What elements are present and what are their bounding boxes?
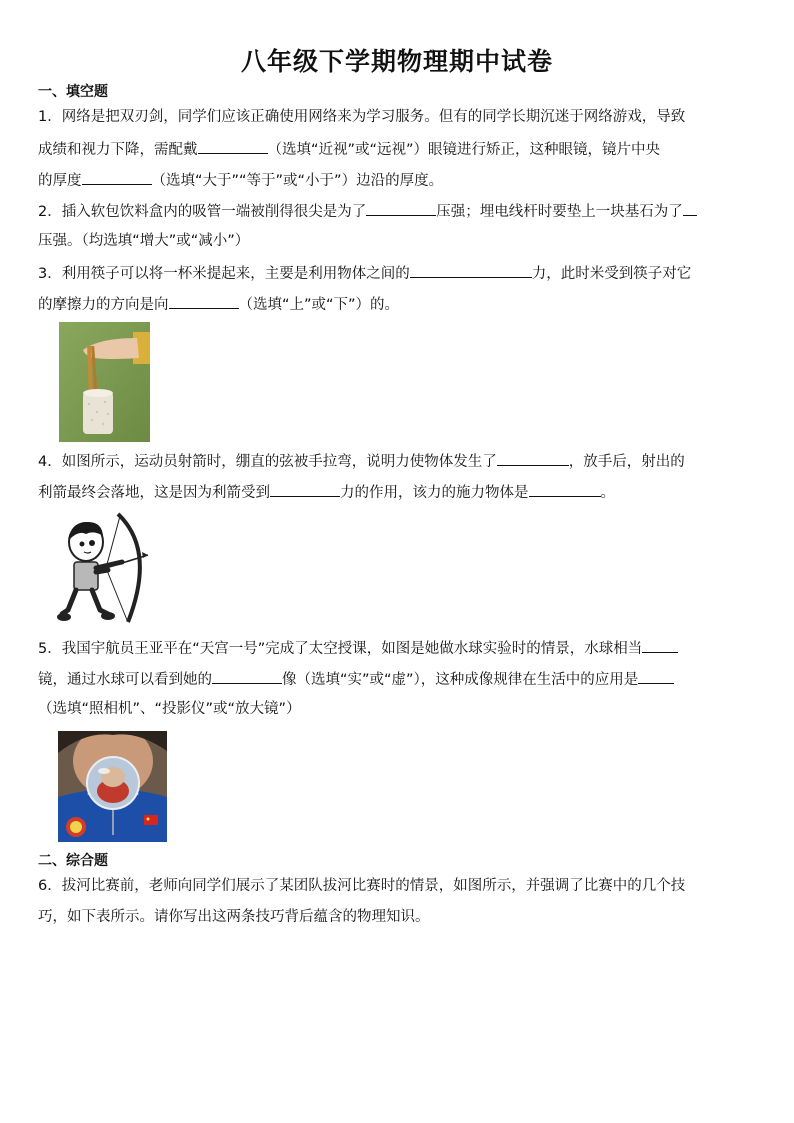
question-3-line-1 xyxy=(38,262,691,284)
question-text: 压强；埋电线杆时要垫上一块基石为了 xyxy=(436,204,683,220)
answer-blank[interactable] xyxy=(410,262,532,278)
question-text: 5．我国宇航员王亚平在“天宫一号”完成了太空授课，如图是她做水球实验时的情景，水球相当 xyxy=(38,641,643,657)
answer-blank[interactable] xyxy=(198,138,268,154)
question-text: 3．利用筷子可以将一杯米提起来，主要是利用物体之间的 xyxy=(38,266,410,282)
question-text: 的摩擦力的方向是向 xyxy=(38,297,169,313)
section-heading-comprehensive: 二、综合题 xyxy=(38,853,108,869)
question-4-line-2 xyxy=(38,481,615,503)
question-5-line-2 xyxy=(38,668,674,690)
question-1-line-3 xyxy=(38,169,443,191)
question-text: 。 xyxy=(600,485,615,501)
answer-blank[interactable] xyxy=(642,637,678,653)
question-text: 力的作用，该力的施力物体是 xyxy=(340,485,529,501)
question-4-line-1 xyxy=(38,450,685,472)
question-2-line-1 xyxy=(38,200,697,222)
answer-blank[interactable] xyxy=(169,293,239,309)
question-text: 4．如图所示，运动员射箭时，绷直的弦被手拉弯，说明力使物体发生了 xyxy=(38,454,497,470)
page-title: 八年级下学期物理期中试卷 xyxy=(240,47,553,76)
answer-blank[interactable] xyxy=(683,200,697,216)
question-1-line-1 xyxy=(38,107,685,127)
question-text: 成绩和视力下降，需配戴 xyxy=(38,142,198,158)
question-text: （选填“照相机”、“投影仪”或“放大镜”） xyxy=(38,701,301,717)
question-text: 利箭最终会落地，这是因为利箭受到 xyxy=(38,485,270,501)
chopsticks-rice-photo xyxy=(59,322,150,442)
question-6-line-1 xyxy=(38,876,685,896)
question-text: 2．插入软包饮料盒内的吸管一端被削得很尖是为了 xyxy=(38,204,367,220)
question-text: （选填“上”或“下”）的。 xyxy=(238,297,400,313)
question-text: （选填“大于”“等于”或“小于”）边沿的厚度。 xyxy=(151,173,444,189)
question-text: 的厚度 xyxy=(38,173,82,189)
question-2-line-2 xyxy=(38,231,249,251)
section-heading-fill-blank: 一、填空题 xyxy=(38,84,108,100)
question-text: 6．拔河比赛前，老师向同学们展示了某团队拔河比赛时的情景，如图所示，并强调了比赛中的几个技 xyxy=(38,878,686,894)
question-1-line-2 xyxy=(38,138,660,160)
question-text: 镜，通过水球可以看到她的 xyxy=(38,672,212,688)
question-6-line-2 xyxy=(38,907,430,927)
question-text: ，放手后，射出的 xyxy=(568,454,685,470)
answer-blank[interactable] xyxy=(82,169,152,185)
question-text: 压强。（均选填“增大”或“减小”） xyxy=(38,233,250,249)
answer-blank[interactable] xyxy=(212,668,282,684)
question-3-line-2 xyxy=(38,293,399,315)
answer-blank[interactable] xyxy=(638,668,674,684)
question-text: 1．网络是把双刃剑，同学们应该正确使用网络来为学习服务。但有的同学长期沉迷于网络游戏，导致 xyxy=(38,109,686,125)
question-text: 巧，如下表所示。请你写出这两条技巧背后蕴含的物理知识。 xyxy=(38,909,430,925)
question-5-line-3 xyxy=(38,699,301,719)
question-5-line-1 xyxy=(38,637,678,659)
answer-blank[interactable] xyxy=(270,481,340,497)
answer-blank[interactable] xyxy=(497,450,569,466)
answer-blank[interactable] xyxy=(529,481,601,497)
astronaut-water-ball-photo xyxy=(58,731,167,842)
answer-blank[interactable] xyxy=(366,200,436,216)
question-text: （选填“近视”或“远视”）眼镜进行矫正，这种眼镜，镜片中央 xyxy=(267,142,661,158)
question-text: 像（选填“实”或“虚”），这种成像规律在生活中的应用是 xyxy=(282,672,639,688)
question-text: 力，此时米受到筷子对它 xyxy=(531,266,692,282)
archer-illustration xyxy=(56,510,154,628)
